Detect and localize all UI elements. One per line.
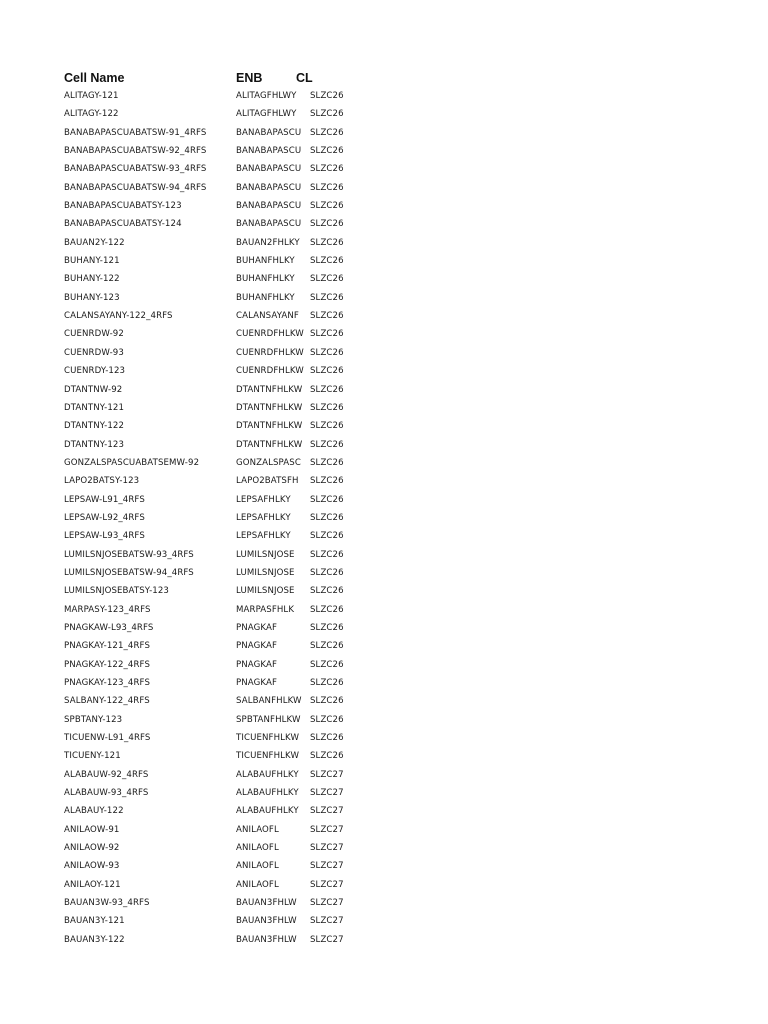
cl-value: SLZC26 — [310, 366, 344, 377]
table-row — [64, 601, 364, 619]
cell-name-value: PNAGKAW-L93_4RFS — [64, 622, 154, 633]
table-row — [64, 436, 364, 454]
cell-name-value: TICUENW-L91_4RFS — [64, 733, 151, 744]
table-row — [64, 417, 364, 435]
enb-value: BAUAN2FHLKY — [236, 237, 300, 248]
cl-value: SLZC26 — [310, 237, 344, 248]
enb-value: BANABAPASCU — [236, 164, 302, 175]
table-row — [64, 399, 364, 417]
table-row — [64, 802, 364, 820]
table-row — [64, 160, 364, 178]
table-row — [64, 766, 364, 784]
cell-name-value: BUHANY-122 — [64, 274, 120, 285]
enb-value: ANILAOFL — [236, 843, 279, 854]
column-header-enb: ENB — [236, 71, 263, 85]
cl-value: SLZC26 — [310, 457, 344, 468]
enb-value: LUMILSNJOSE — [236, 567, 295, 578]
enb-value: ALABAUFHLKY — [236, 788, 299, 799]
enb-value: DTANTNFHLKW — [236, 402, 303, 413]
enb-value: ANILAOFL — [236, 861, 279, 872]
table-row — [64, 179, 364, 197]
table-row — [64, 234, 364, 252]
table-row — [64, 747, 364, 765]
table-row — [64, 931, 364, 949]
cell-name-value: DTANTNY-121 — [64, 402, 125, 413]
table-row — [64, 821, 364, 839]
table-row — [64, 472, 364, 490]
table-row — [64, 546, 364, 564]
table-row — [64, 894, 364, 912]
table-row — [64, 325, 364, 343]
cl-value: SLZC26 — [310, 402, 344, 413]
table-row — [64, 87, 364, 105]
cl-value: SLZC26 — [310, 476, 344, 487]
cell-name-value: CUENRDW-92 — [64, 329, 124, 340]
table-row — [64, 252, 364, 270]
table-row — [64, 582, 364, 600]
cell-name-value: SPBTANY-123 — [64, 714, 123, 725]
enb-value: LEPSAFHLKY — [236, 531, 291, 542]
enb-value: BUHANFHLKY — [236, 256, 295, 267]
table-row — [64, 656, 364, 674]
enb-value: TICUENFHLKW — [236, 733, 300, 744]
table-row — [64, 491, 364, 509]
cell-name-value: PNAGKAY-122_4RFS — [64, 659, 151, 670]
enb-value: BANABAPASCU — [236, 219, 302, 230]
table-row — [64, 876, 364, 894]
cl-value: SLZC26 — [310, 256, 344, 267]
enb-value: BANABAPASCU — [236, 182, 302, 193]
table-row — [64, 142, 364, 160]
cell-name-value: PNAGKAY-123_4RFS — [64, 678, 151, 688]
cl-value: SLZC27 — [310, 769, 344, 780]
table-row — [64, 784, 364, 802]
table-row — [64, 362, 364, 380]
cl-value: SLZC26 — [310, 91, 344, 101]
cl-value: SLZC26 — [310, 347, 344, 358]
enb-value: BANABAPASCU — [236, 146, 302, 157]
cell-name-value: ANILAOY-121 — [64, 879, 121, 890]
cl-value: SLZC26 — [310, 164, 344, 175]
cl-value: SLZC26 — [310, 604, 344, 615]
table-row — [64, 270, 364, 288]
cl-value: SLZC26 — [310, 384, 344, 395]
column-header-cell-name: Cell Name — [64, 71, 125, 85]
cell-name-value: ALABAUW-92_4RFS — [64, 769, 149, 780]
cl-value: SLZC26 — [310, 329, 344, 340]
table-body — [64, 87, 364, 949]
table-row — [64, 527, 364, 545]
enb-value: PNAGKAF — [236, 641, 278, 652]
cell-name-value: LEPSAW-L91_4RFS — [64, 494, 145, 505]
table-row — [64, 307, 364, 325]
cell-name-value: LAPO2BATSY-123 — [64, 476, 140, 487]
cl-value: SLZC26 — [310, 127, 344, 138]
cell-name-value: BANABAPASCUABATSW-91_4RFS — [64, 127, 207, 138]
table-row — [64, 509, 364, 527]
cell-name-value: ALABAUW-93_4RFS — [64, 788, 149, 799]
enb-value: CUENRDFHLKW — [236, 366, 304, 377]
enb-value: DTANTNFHLKW — [236, 421, 303, 432]
cl-value: SLZC26 — [310, 292, 344, 303]
table-row — [64, 105, 364, 123]
table-row — [64, 124, 364, 142]
enb-value: BAUAN3FHLW — [236, 916, 297, 927]
cl-value: SLZC26 — [310, 201, 344, 212]
cl-value: SLZC26 — [310, 146, 344, 157]
cl-value: SLZC26 — [310, 567, 344, 578]
cell-name-value: ALABAUY-122 — [64, 806, 124, 817]
table-row — [64, 692, 364, 710]
cell-name-value: SALBANY-122_4RFS — [64, 696, 150, 707]
cl-value: SLZC26 — [310, 586, 344, 597]
table-row — [64, 857, 364, 875]
enb-value: ALABAUFHLKY — [236, 806, 299, 817]
enb-value: ALABAUFHLKY — [236, 769, 299, 780]
enb-value: CUENRDFHLKW — [236, 347, 304, 358]
cl-value: SLZC26 — [310, 494, 344, 505]
cl-value: SLZC27 — [310, 806, 344, 817]
enb-value: ANILAOFL — [236, 824, 279, 835]
cell-name-value: MARPASY-123_4RFS — [64, 604, 151, 615]
table-row — [64, 215, 364, 233]
cell-name-value: LEPSAW-L92_4RFS — [64, 512, 145, 523]
cell-name-value: BAUAN2Y-122 — [64, 237, 125, 248]
cell-name-value: ANILAOW-91 — [64, 824, 120, 835]
cell-name-value: BAUAN3W-93_4RFS — [64, 898, 150, 909]
cell-name-value: LEPSAW-L93_4RFS — [64, 531, 145, 542]
table-row — [64, 289, 364, 307]
cl-value: SLZC26 — [310, 714, 344, 725]
cell-name-value: DTANTNY-123 — [64, 439, 125, 450]
enb-value: ANILAOFL — [236, 879, 279, 890]
enb-value: PNAGKAF — [236, 678, 278, 688]
table-row — [64, 711, 364, 729]
enb-value: BAUAN3FHLW — [236, 934, 297, 945]
cell-name-value: BAUAN3Y-121 — [64, 916, 125, 927]
cell-name-value: BANABAPASCUABATSY-124 — [64, 219, 182, 230]
enb-value: ALITAGFHLWY — [236, 91, 297, 101]
cell-name-value: PNAGKAY-121_4RFS — [64, 641, 151, 652]
cell-name-value: DTANTNY-122 — [64, 421, 125, 432]
cell-name-value: ANILAOW-92 — [64, 843, 120, 854]
cl-value: SLZC26 — [310, 109, 344, 120]
table-row — [64, 729, 364, 747]
table-row — [64, 839, 364, 857]
enb-value: TICUENFHLKW — [236, 751, 300, 762]
enb-value: MARPASFHLK — [236, 604, 295, 615]
cell-name-value: BANABAPASCUABATSW-93_4RFS — [64, 164, 207, 175]
cell-name-value: LUMILSNJOSEBATSW-94_4RFS — [64, 567, 194, 578]
table-row — [64, 912, 364, 930]
cell-name-value: CUENRDY-123 — [64, 366, 126, 377]
table-row — [64, 637, 364, 655]
enb-value: BANABAPASCU — [236, 127, 302, 138]
spreadsheet-table — [64, 69, 364, 949]
enb-value: LUMILSNJOSE — [236, 586, 295, 597]
cl-value: SLZC26 — [310, 549, 344, 560]
enb-value: BUHANFHLKY — [236, 274, 295, 285]
cell-name-value: BANABAPASCUABATSY-123 — [64, 201, 182, 212]
cell-name-value: BANABAPASCUABATSW-94_4RFS — [64, 182, 207, 193]
enb-value: GONZALSPASC — [236, 457, 301, 468]
enb-value: CUENRDFHLKW — [236, 329, 304, 340]
cl-value: SLZC26 — [310, 512, 344, 523]
enb-value: SPBTANFHLKW — [236, 714, 301, 725]
cl-value: SLZC26 — [310, 678, 344, 688]
enb-value: BAUAN3FHLW — [236, 898, 297, 909]
table-row — [64, 564, 364, 582]
enb-value: LAPO2BATSFH — [236, 476, 299, 487]
cell-name-value: BUHANY-121 — [64, 256, 120, 267]
cl-value: SLZC27 — [310, 898, 344, 909]
cell-name-value: GONZALSPASCUABATSEMW-92 — [64, 457, 200, 468]
enb-value: CALANSAYANF — [236, 311, 299, 322]
cell-name-value: BUHANY-123 — [64, 292, 120, 303]
column-header-cl: CL — [296, 71, 313, 85]
cl-value: SLZC27 — [310, 788, 344, 799]
enb-value: PNAGKAF — [236, 622, 278, 633]
cl-value: SLZC26 — [310, 219, 344, 230]
cl-value: SLZC26 — [310, 311, 344, 322]
cell-name-value: BAUAN3Y-122 — [64, 934, 125, 945]
cl-value: SLZC26 — [310, 421, 344, 432]
cl-value: SLZC27 — [310, 879, 344, 890]
cl-value: SLZC26 — [310, 439, 344, 450]
cl-value: SLZC27 — [310, 861, 344, 872]
cl-value: SLZC27 — [310, 824, 344, 835]
enb-value: DTANTNFHLKW — [236, 384, 303, 395]
table-row — [64, 197, 364, 215]
cell-name-value: ALITAGY-121 — [64, 91, 119, 101]
enb-value: BUHANFHLKY — [236, 292, 295, 303]
table-row — [64, 619, 364, 637]
cell-name-value: ANILAOW-93 — [64, 861, 120, 872]
cl-value: SLZC26 — [310, 751, 344, 762]
cl-value: SLZC26 — [310, 733, 344, 744]
cl-value: SLZC26 — [310, 622, 344, 633]
cell-name-value: TICUENY-121 — [64, 751, 121, 762]
cell-name-value: LUMILSNJOSEBATSW-93_4RFS — [64, 549, 194, 560]
enb-value: LEPSAFHLKY — [236, 494, 291, 505]
cl-value: SLZC26 — [310, 531, 344, 542]
enb-value: DTANTNFHLKW — [236, 439, 303, 450]
table-row — [64, 454, 364, 472]
table-row — [64, 674, 364, 692]
enb-value: ALITAGFHLWY — [236, 109, 297, 120]
cl-value: SLZC27 — [310, 916, 344, 927]
table-row — [64, 344, 364, 362]
cell-name-value: ALITAGY-122 — [64, 109, 119, 120]
cell-name-value: CALANSAYANY-122_4RFS — [64, 311, 173, 322]
cl-value: SLZC26 — [310, 641, 344, 652]
cl-value: SLZC26 — [310, 274, 344, 285]
cell-name-value: CUENRDW-93 — [64, 347, 124, 358]
cell-name-value: BANABAPASCUABATSW-92_4RFS — [64, 146, 207, 157]
cl-value: SLZC26 — [310, 182, 344, 193]
enb-value: LEPSAFHLKY — [236, 512, 291, 523]
table-row — [64, 381, 364, 399]
cl-value: SLZC27 — [310, 934, 344, 945]
enb-value: LUMILSNJOSE — [236, 549, 295, 560]
cell-name-value: DTANTNW-92 — [64, 384, 123, 395]
enb-value: BANABAPASCU — [236, 201, 302, 212]
table-header-row — [64, 69, 364, 87]
enb-value: PNAGKAF — [236, 659, 278, 670]
enb-value: SALBANFHLKW — [236, 696, 302, 707]
cl-value: SLZC26 — [310, 659, 344, 670]
cl-value: SLZC27 — [310, 843, 344, 854]
cell-name-value: LUMILSNJOSEBATSY-123 — [64, 586, 169, 597]
cl-value: SLZC26 — [310, 696, 344, 707]
